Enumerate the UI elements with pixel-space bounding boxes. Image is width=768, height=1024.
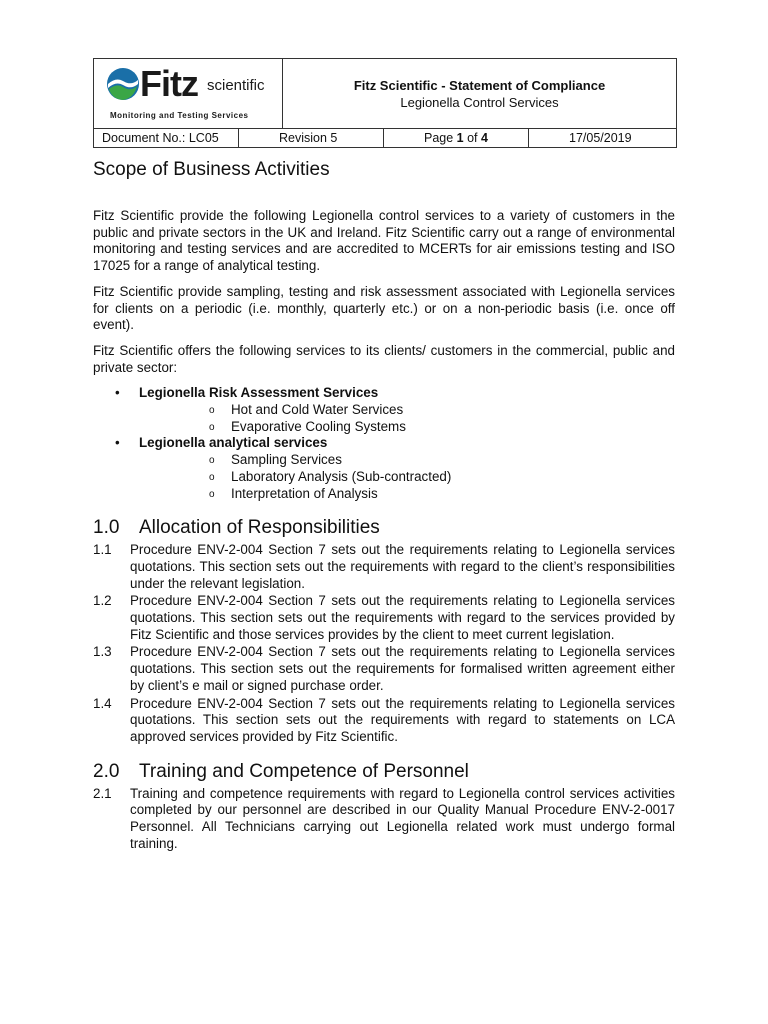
service-subitem: o Sampling Services [139, 452, 675, 469]
services-list [93, 385, 675, 502]
scope-heading: Scope of Business Activities [93, 159, 330, 180]
document-number: Document No.: LC05 [94, 129, 239, 147]
document-subtitle: Legionella Control Services [400, 94, 559, 110]
globe-logo-icon [106, 67, 140, 101]
header-title-cell [283, 59, 676, 128]
service-subitem: o Hot and Cold Water Services [139, 402, 675, 419]
service-subitem: o Evaporative Cooling Systems [139, 419, 675, 436]
service-label: Legionella Risk Assessment Services [139, 385, 379, 401]
service-subitem: o Interpretation of Analysis [139, 486, 675, 503]
page-prefix: Page [424, 131, 457, 145]
clause-item [93, 696, 675, 746]
clause-item [93, 786, 675, 853]
service-sublist [139, 402, 675, 435]
service-subitem: o Laboratory Analysis (Sub-contracted) [139, 469, 675, 486]
header-meta-row [94, 129, 676, 147]
clause-number: 1.1 [93, 542, 112, 558]
clause-text: Procedure ENV-2-004 Section 7 sets out the requirements relating to Legionella services quotations. This section sets out the requirements with regard to statements on LCA approved services provided by Fitz Scientific. [130, 695, 675, 744]
clause-number: 1.4 [93, 695, 112, 711]
clause-number: 2.1 [93, 785, 112, 801]
service-item [93, 435, 675, 502]
section-number: 1.0 [93, 517, 120, 539]
section-title: Allocation of Responsibilities [139, 517, 380, 539]
service-item [93, 385, 675, 435]
scope-paragraph: Fitz Scientific offers the following services to its clients/ customers in the commercial, public and private sector: [93, 342, 675, 375]
page-total: 4 [481, 131, 488, 145]
document-body [93, 158, 675, 854]
document-title: Fitz Scientific - Statement of Compliance [353, 77, 606, 93]
page-indicator [384, 129, 529, 147]
document-date: 17/05/2019 [569, 131, 632, 145]
clause-text: Training and competence requirements with regard to Legionella control services activities completed by our personnel are described in our Quality Manual Procedure ENV-2-0017 Personnel. All Technicians carrying out Legionella related work must undergo formal training. [130, 785, 675, 851]
logo-wordmark: Fitz [140, 63, 198, 104]
clause-text: Procedure ENV-2-004 Section 7 sets out the requirements relating to Legionella services quotations. This section sets out the requirements for formalised written agreement either by client’s e mail or signed purchase order. [130, 644, 675, 693]
scope-paragraph: Fitz Scientific provide the following Legionella control services to a variety of customers in the public and private sectors in the UK and Ireland. Fitz Scientific carry out a range of environmental monitoring and testing services and are accredited to MCERTs for air emissions testing and ISO 17025 for a range of analytical testing. [93, 208, 675, 274]
service-sublist [139, 452, 675, 502]
revision: Revision 5 [239, 129, 384, 147]
section-2-heading [93, 760, 675, 784]
page-of: of [463, 131, 481, 145]
clause-number: 1.3 [93, 644, 112, 660]
logo-scientific: scientific [207, 77, 265, 94]
clause-item [93, 542, 675, 592]
clause-text: Procedure ENV-2-004 Section 7 sets out the requirements relating to Legionella services quotations. This section sets out the requirements with regard to the services provided by Fitz Scientific and those services provides by the client to meet current legislation. [130, 593, 675, 642]
document-header-table [93, 58, 677, 148]
service-label: Legionella analytical services [139, 435, 328, 451]
scope-paragraph: Fitz Scientific provide sampling, testing and risk assessment associated with Legionella services for clients on a periodic (i.e. monthly, quarterly etc.) or on a non-periodic basis (i.e. once off event). [93, 283, 675, 333]
clause-item [93, 644, 675, 694]
page-number: 1 [456, 131, 464, 145]
logo-tagline: Monitoring and Testing Services [110, 111, 249, 120]
section-title: Training and Competence of Personnel [139, 760, 469, 782]
clause-text: Procedure ENV-2-004 Section 7 sets out the requirements relating to Legionella services quotations. This section sets out the requirements with regard to the client’s responsibilities under the relevant legislation. [130, 542, 675, 591]
clause-item [93, 593, 675, 643]
company-logo [94, 59, 283, 128]
clause-number: 1.2 [93, 593, 112, 609]
section-number: 2.0 [93, 760, 120, 782]
section-1-heading [93, 516, 675, 540]
